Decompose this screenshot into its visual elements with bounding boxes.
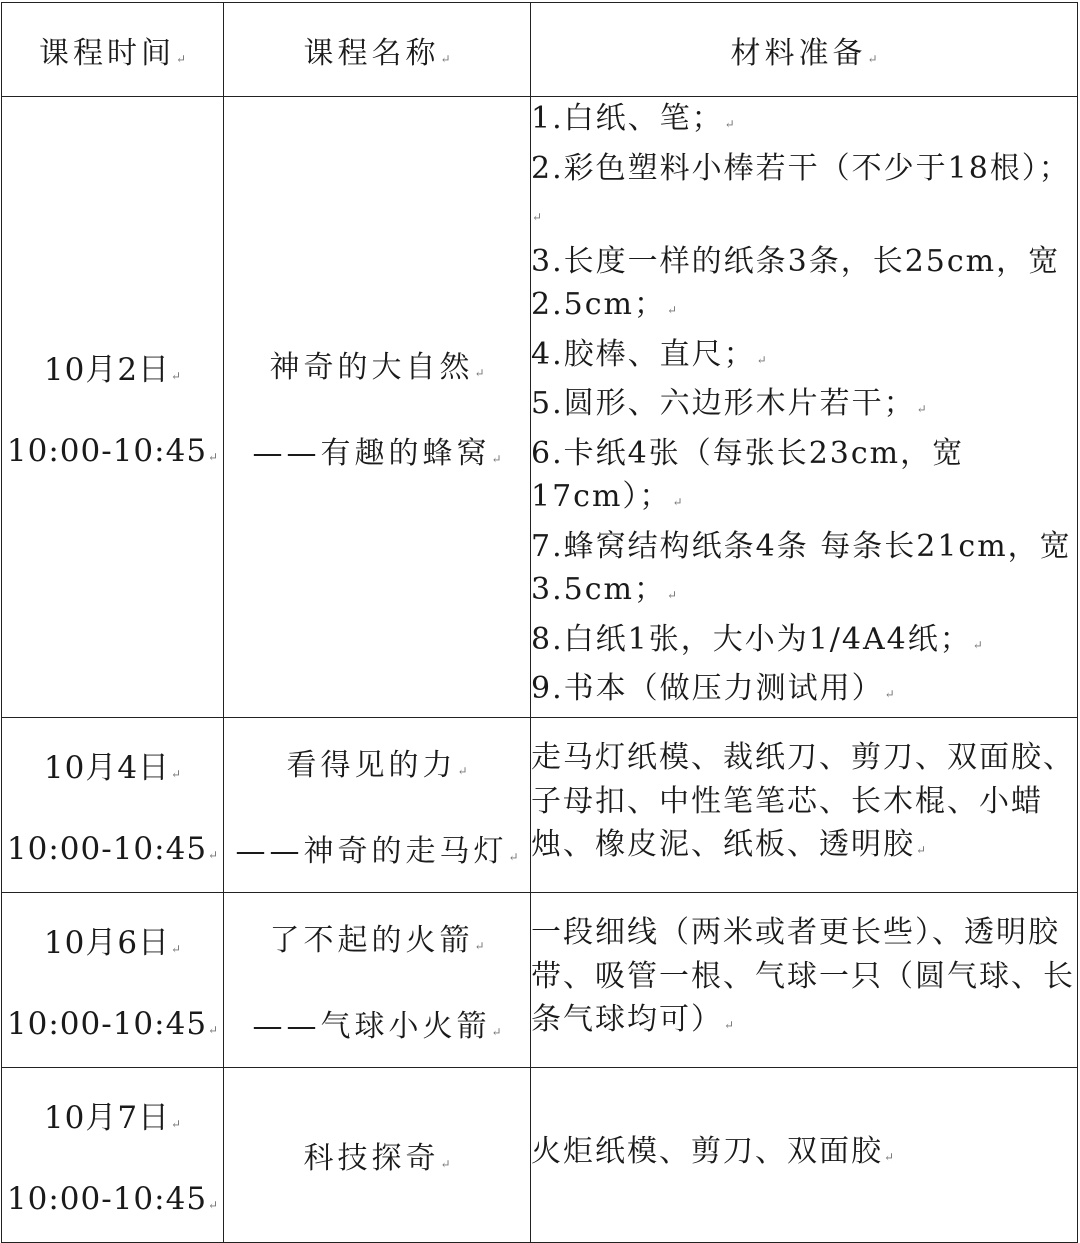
material-item: 8.白纸1张，大小为1/4A4纸；↵: [531, 621, 983, 657]
material-item: 9.书本（做压力测试用）↵: [531, 671, 895, 706]
materials-cell: [531, 97, 1078, 718]
material-item: 7.蜂窝结构纸条4条 每条长21cm，宽3.5cm；↵: [531, 528, 1072, 607]
paragraph-mark: ↵: [491, 451, 502, 466]
course-time-cell: [2, 717, 224, 892]
paragraph-mark: ↵: [208, 450, 219, 465]
paragraph-mark: ↵: [756, 352, 767, 367]
materials-cell: [531, 1067, 1078, 1242]
paragraph-mark: ↵: [491, 1024, 502, 1039]
paragraph-mark: ↵: [208, 1198, 219, 1212]
paragraph-mark: ↵: [972, 637, 983, 652]
paragraph-mark: ↵: [916, 843, 927, 858]
paragraph-mark: ↵: [666, 303, 678, 317]
header-course-time-label: 课程时间: [38, 35, 175, 71]
course-time-cell: [2, 892, 224, 1067]
paragraph-mark: ↵: [171, 1117, 182, 1131]
paragraph-mark: ↵: [171, 942, 182, 956]
course-date: 10月4日: [43, 750, 171, 786]
course-date: 10月7日: [43, 1100, 171, 1136]
paragraph-mark: ↵: [724, 117, 735, 131]
paragraph-mark: ↵: [724, 1018, 735, 1033]
materials-cell: [531, 892, 1078, 1067]
paragraph-mark: ↵: [175, 51, 187, 66]
paragraph-mark: ↵: [884, 1149, 895, 1164]
paragraph-mark: ↵: [884, 687, 895, 701]
course-schedule-table: [1, 2, 1078, 1243]
course-subtitle: ——气球小火箭: [252, 1008, 491, 1044]
materials-cell: [531, 717, 1078, 892]
paragraph-mark: ↵: [440, 1156, 451, 1171]
header-course-name-label: 课程名称: [303, 35, 440, 71]
paragraph-mark: ↵: [457, 763, 468, 778]
material-item: 3.长度一样的纸条3条，长25cm，宽2.5cm；↵: [531, 243, 1061, 322]
header-course-time: [2, 3, 224, 97]
paragraph-mark: ↵: [532, 210, 543, 224]
course-name-cell: [224, 97, 531, 718]
header-course-name: [224, 3, 531, 97]
course-title: 神奇的大自然: [269, 349, 474, 385]
table-row: [2, 892, 1078, 1067]
course-time: 10:00-10:45: [6, 433, 208, 470]
materials-text: 走马灯纸模、裁纸刀、剪刀、双面胶、子母扣、中性笔笔芯、长木棍、小蜡烛、橡皮泥、纸板、透明胶: [531, 740, 1075, 863]
table-row: [2, 717, 1078, 892]
paragraph-mark: ↵: [474, 938, 485, 953]
table-row: [2, 97, 1078, 718]
table-header-row: [2, 3, 1078, 97]
table-row: [2, 1067, 1078, 1242]
paragraph-mark: ↵: [867, 51, 878, 66]
paragraph-mark: ↵: [672, 495, 683, 509]
paragraph-mark: ↵: [666, 588, 678, 602]
course-time-cell: [2, 1067, 224, 1242]
material-item: 4.胶棒、直尺；↵: [531, 336, 767, 372]
course-date: 10月2日: [43, 352, 171, 389]
materials-text: 火炬纸模、剪刀、双面胶: [531, 1133, 883, 1169]
course-time-cell: [2, 97, 224, 718]
material-item: 1.白纸、笔；↵: [531, 101, 735, 136]
course-subtitle: ——神奇的走马灯: [235, 833, 508, 869]
paragraph-mark: ↵: [440, 51, 451, 66]
paragraph-mark: ↵: [508, 849, 519, 864]
course-time: 10:00-10:45: [6, 1181, 208, 1217]
course-name-cell: [224, 1067, 531, 1242]
material-item: 6.卡纸4张（每张长23cm，宽17cm）；↵: [531, 435, 965, 514]
course-title: 了不起的火箭: [269, 922, 474, 958]
material-item: 5.圆形、六边形木片若干；↵: [531, 386, 927, 421]
course-time: 10:00-10:45: [6, 1006, 208, 1042]
header-materials: [531, 3, 1078, 97]
paragraph-mark: ↵: [171, 369, 182, 384]
course-date: 10月6日: [43, 925, 171, 961]
header-materials-label: 材料准备: [730, 35, 867, 71]
course-title: 科技探奇: [303, 1140, 440, 1176]
paragraph-mark: ↵: [474, 365, 485, 380]
paragraph-mark: ↵: [208, 1023, 219, 1037]
course-subtitle: ——有趣的蜂窝: [252, 435, 491, 471]
course-title: 看得见的力: [286, 747, 457, 783]
paragraph-mark: ↵: [171, 767, 182, 781]
materials-text: 一段细线（两米或者更长些）、透明胶带、吸管一根、气球一只（圆气球、长条气球均可）: [531, 915, 1075, 1038]
course-name-cell: [224, 717, 531, 892]
course-name-cell: [224, 892, 531, 1067]
paragraph-mark: ↵: [208, 848, 219, 862]
course-time: 10:00-10:45: [6, 831, 208, 867]
material-item: 2.彩色塑料小棒若干（不少于18根）；↵: [531, 150, 1071, 224]
paragraph-mark: ↵: [916, 402, 927, 416]
